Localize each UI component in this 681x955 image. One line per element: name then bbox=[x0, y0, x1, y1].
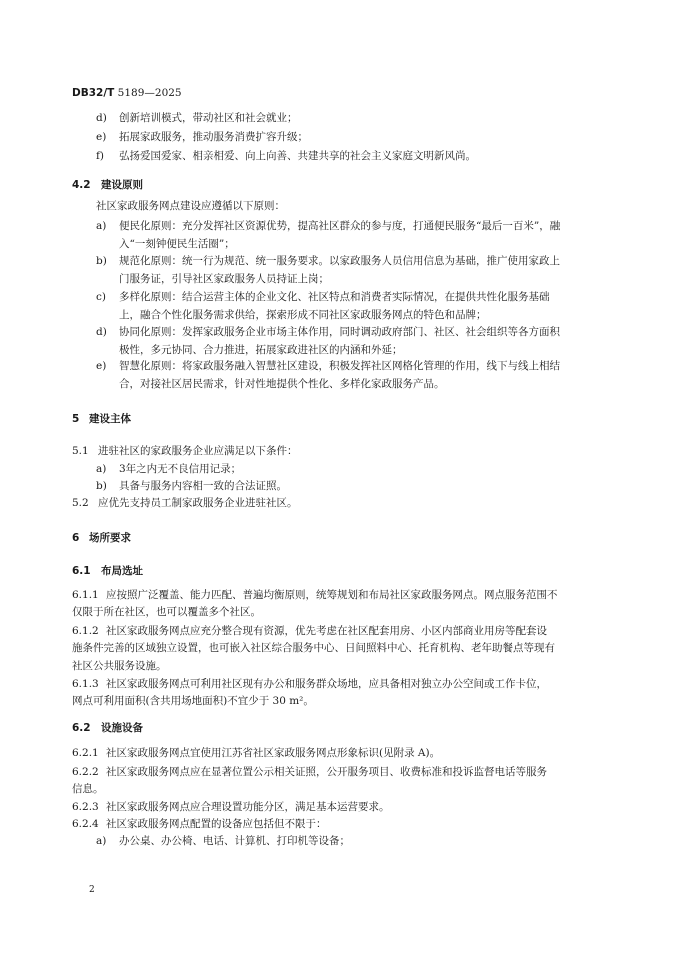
clause-number: 6.1.2 bbox=[72, 625, 99, 637]
clause-line: 应按照广泛覆盖、能力匹配、普遍均衡原则，统筹规划和布局社区家政服务网点。网点服务范围不 bbox=[106, 589, 558, 601]
list-item-line: 多样化原则：结合运营主体的企业文化、社区特点和消费者实际情况，在提供共性化服务基础 bbox=[119, 291, 550, 303]
list-item-line: 上，融合个性化服务需求供给，探索形成不同社区家政服务网点的特色和品牌； bbox=[119, 309, 487, 321]
list-item-line: 协同化原则：发挥家政服务企业市场主体作用，同时调动政府部门、社区、社会组织等各方面积 bbox=[119, 326, 560, 338]
clause-text: 进驻社区的家政服务企业应满足以下条件： bbox=[98, 445, 298, 457]
list-marker: d) bbox=[96, 326, 107, 338]
clause-text: 应优先支持员工制家政服务企业进驻社区。 bbox=[98, 497, 298, 509]
list-marker: b) bbox=[96, 255, 107, 267]
list-item-line: 规范化原则：统一行为规范、统一服务要求。以家政服务人员信用信息为基础，推广使用家政上 bbox=[119, 255, 560, 267]
clause-line: 仅限于所在社区，也可以覆盖多个社区。 bbox=[72, 606, 261, 618]
clause-line: 施条件完善的区域独立设置，也可嵌入社区综合服务中心、日间照料中心、托育机构、老年助餐点等现有 bbox=[72, 642, 555, 654]
list-marker: f) bbox=[96, 150, 104, 162]
list-marker: b) bbox=[96, 480, 107, 492]
list-item-line: 智慧化原则：将家政服务融入智慧社区建设，积极发挥社区网格化管理的作用，线下与线上相结 bbox=[119, 360, 560, 372]
list-item-line: 入“一刻钟便民生活圈”； bbox=[119, 238, 235, 250]
clause-number: 6.1.1 bbox=[72, 589, 99, 601]
clause-line: 社区公共服务设施。 bbox=[72, 660, 167, 672]
list-marker: a) bbox=[96, 835, 107, 847]
list-item: 弘扬爱国爱家、相亲相爱、向上向善、共建共享的社会主义家庭文明新风尚。 bbox=[119, 150, 476, 162]
clause-line: 社区家政服务网点应充分整合现有资源，优先考虑在社区配套用房、小区内部商业用房等配套设 bbox=[106, 625, 547, 637]
list-marker: d) bbox=[96, 112, 107, 124]
list-item: 具备与服务内容相一致的合法证照。 bbox=[119, 480, 287, 492]
list-item-line: 合，对接社区居民需求，针对性地提供个性化、多样化家政服务产品。 bbox=[119, 378, 445, 390]
subsection-number: 6.2 bbox=[72, 722, 91, 734]
list-item: 办公桌、办公椅、电话、计算机、打印机等设备； bbox=[119, 835, 350, 847]
clause-number: 6.1.3 bbox=[72, 678, 99, 690]
standard-code: 5189—2025 bbox=[114, 87, 182, 99]
standard-number bbox=[72, 86, 182, 100]
clause-text: 社区家政服务网点应合理设置功能分区，满足基本运营要求。 bbox=[106, 801, 390, 813]
list-marker: a) bbox=[96, 463, 107, 475]
clause-number: 5.2 bbox=[72, 497, 89, 509]
clause-line: 社区家政服务网点可利用社区现有办公和服务群众场地，应具备相对独立办公空间或工作卡位， bbox=[106, 678, 547, 690]
list-marker: a) bbox=[96, 220, 107, 232]
subsection-title: 设施设备 bbox=[101, 722, 143, 734]
clause-line: 信息。 bbox=[72, 783, 104, 795]
section-number: 6 bbox=[72, 532, 80, 544]
list-marker: c) bbox=[96, 291, 106, 303]
section-title: 建设主体 bbox=[89, 413, 131, 425]
clause-text: 社区家政服务网点宜使用江苏省社区家政服务网点形象标识(见附录 A)。 bbox=[106, 747, 441, 759]
clause-number: 6.2.1 bbox=[72, 747, 99, 759]
list-item-line: 门服务证，引导社区家政服务人员持证上岗； bbox=[119, 273, 329, 285]
section-title: 建设原则 bbox=[101, 179, 143, 191]
page-number: 2 bbox=[89, 885, 95, 895]
list-item-line: 极性，多元协同、合力推进，拓展家政进社区的内涵和外延； bbox=[119, 344, 403, 356]
clause-number: 6.2.3 bbox=[72, 801, 99, 813]
clause-number: 6.2.4 bbox=[72, 818, 99, 830]
section-number: 5 bbox=[72, 413, 80, 425]
list-item: 拓展家政服务，推动服务消费扩容升级； bbox=[119, 131, 308, 143]
clause-number: 5.1 bbox=[72, 445, 89, 457]
list-item: 3年之内无不良信用记录； bbox=[119, 463, 242, 475]
section-title: 场所要求 bbox=[89, 532, 131, 544]
clause-text: 社区家政服务网点配置的设备应包括但不限于： bbox=[106, 818, 327, 830]
subsection-number: 6.1 bbox=[72, 565, 91, 577]
clause-number: 6.2.2 bbox=[72, 766, 99, 778]
clause-line: 社区家政服务网点应在显著位置公示相关证照，公开服务项目、收费标准和投诉监督电话等服务 bbox=[106, 766, 547, 778]
clause-line: 网点可利用面积(含共用场地面积)不宜少于 30 m²。 bbox=[72, 695, 314, 707]
list-item: 创新培训模式，带动社区和社会就业； bbox=[119, 112, 298, 124]
section-number: 4.2 bbox=[72, 179, 91, 191]
list-marker: e) bbox=[96, 360, 107, 372]
standard-prefix: DB32/T bbox=[72, 87, 115, 99]
list-item-line: 便民化原则：充分发挥社区资源优势，提高社区群众的参与度，打通便民服务“最后一百米”，融 bbox=[119, 220, 561, 232]
list-marker: e) bbox=[96, 131, 107, 143]
subsection-title: 布局选址 bbox=[101, 565, 143, 577]
paragraph: 社区家政服务网点建设应遵循以下原则： bbox=[96, 200, 285, 212]
